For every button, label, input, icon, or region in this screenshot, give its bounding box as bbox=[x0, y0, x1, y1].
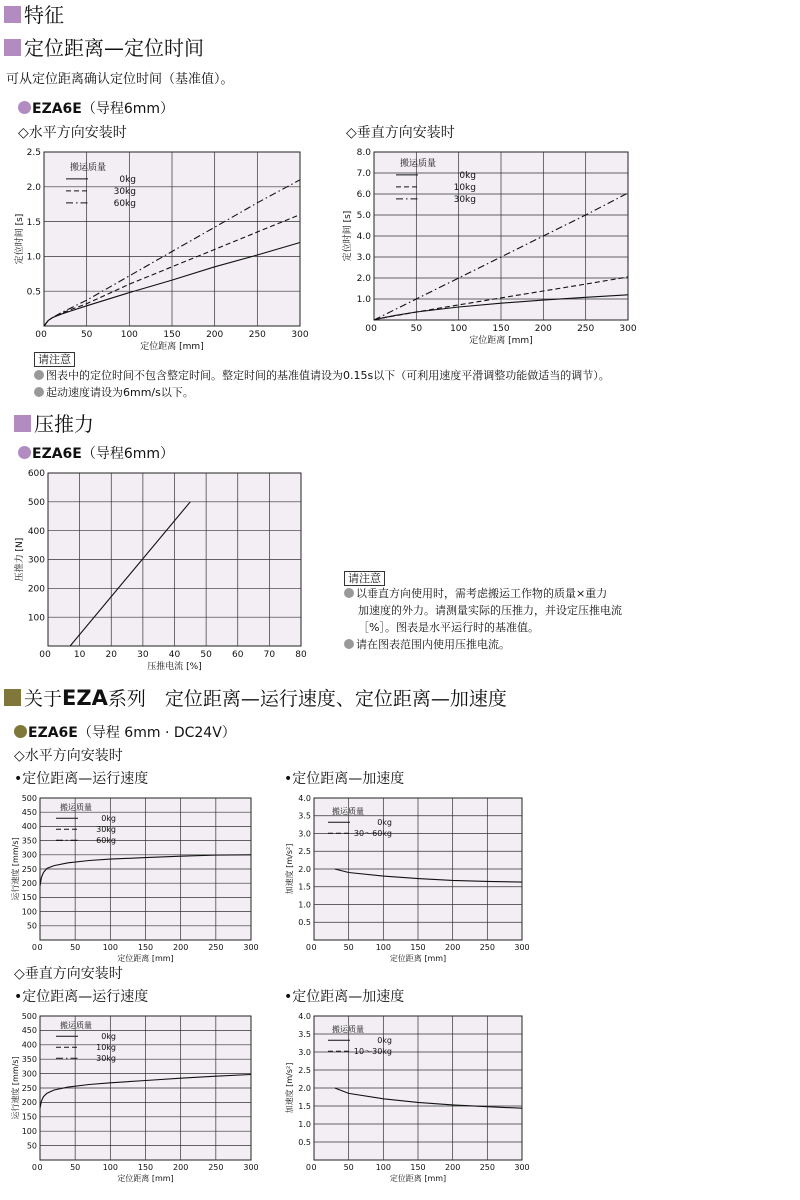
x-tick-label: 30 bbox=[137, 650, 149, 660]
x-tick-label: 300 bbox=[619, 324, 637, 334]
x-axis-label: 定位距离 [mm] bbox=[140, 342, 204, 350]
y-tick-label: 400 bbox=[21, 1040, 37, 1050]
y-tick-label: 450 bbox=[21, 1026, 37, 1036]
x-tick-label: 300 bbox=[243, 943, 259, 952]
y-tick-label: 2.0 bbox=[298, 1083, 311, 1093]
x-tick-label: 0 bbox=[305, 943, 311, 952]
bullet-icon bbox=[34, 370, 44, 380]
legend-entry: 30kg bbox=[96, 1054, 116, 1063]
sub-speed-h: •定位距离—运行速度 bbox=[14, 771, 149, 787]
chart-speed-horizontal bbox=[0, 788, 270, 963]
x-tick-label: 0 bbox=[311, 1163, 317, 1172]
x-tick-label: 150 bbox=[410, 1163, 426, 1172]
olive-dot-icon bbox=[14, 725, 27, 738]
y-tick-label: 2.5 bbox=[298, 1065, 311, 1075]
x-tick-label: 300 bbox=[514, 1163, 530, 1172]
legend-entry: 0kg bbox=[377, 1036, 392, 1045]
y-tick-label: 200 bbox=[21, 879, 37, 888]
x-tick-label: 50 bbox=[343, 1163, 354, 1172]
chart-speed-vertical bbox=[0, 1006, 270, 1184]
note-2b: 请在图表范围内使用压推电流。 bbox=[344, 636, 510, 653]
legend-entry: 0kg bbox=[377, 818, 392, 827]
y-tick-label: 200 bbox=[21, 1098, 37, 1108]
x-tick-label: 150 bbox=[492, 324, 510, 334]
x-axis-label: 定位距离 [mm] bbox=[389, 1174, 447, 1183]
x-axis-label: 定位距离 [mm] bbox=[469, 336, 533, 346]
chart-push-force bbox=[0, 465, 330, 675]
sub-vertical: ◇垂直方向安装时 bbox=[346, 125, 455, 141]
y-tick-label: 2.0 bbox=[298, 864, 311, 874]
x-tick-label: 100 bbox=[102, 1163, 118, 1172]
legend-title: 搬运质量 bbox=[400, 159, 437, 169]
sub-accel-h: •定位距离—加速度 bbox=[284, 771, 405, 787]
x-tick-label: 50 bbox=[410, 324, 423, 334]
legend-entry: 0kg bbox=[119, 175, 136, 185]
x-tick-label: 100 bbox=[375, 943, 391, 952]
x-tick-label: 0 bbox=[305, 1163, 311, 1172]
sub-horizontal: ◇水平方向安装时 bbox=[18, 125, 127, 141]
y-tick-label: 400 bbox=[27, 526, 45, 537]
legend-title: 搬运质量 bbox=[60, 803, 92, 812]
y-tick-label: 1.5 bbox=[298, 882, 311, 892]
y-axis-label: 压推力 [N] bbox=[15, 537, 25, 582]
x-tick-label: 0 bbox=[39, 650, 45, 660]
x-tick-label: 250 bbox=[208, 1163, 224, 1172]
chart-accel-vertical bbox=[278, 1006, 538, 1184]
x-axis-label: 压推电流 [%] bbox=[147, 662, 202, 672]
y-tick-label: 4.0 bbox=[356, 232, 371, 243]
x-tick-label: 0 bbox=[371, 324, 377, 334]
y-tick-label: 350 bbox=[21, 836, 37, 846]
y-tick-label: 3.0 bbox=[356, 253, 371, 264]
bullet-icon bbox=[344, 588, 354, 598]
legend-entry: 0kg bbox=[101, 1032, 116, 1041]
y-tick-label: 300 bbox=[27, 555, 45, 566]
y-tick-label: 250 bbox=[21, 864, 37, 874]
x-tick-label: 50 bbox=[70, 1163, 81, 1172]
y-tick-label: 2.0 bbox=[356, 274, 371, 285]
y-tick-label: 1.0 bbox=[298, 900, 311, 910]
y-tick-label: 2.5 bbox=[26, 148, 41, 159]
purple-dot-icon bbox=[18, 446, 31, 459]
note-2a: 以垂直方向使用时，需考虑搬运工作物的质量×重力 加速度的外力。请测量实际的压推力，并设定压推电流 ［%］。图表是水平运行时的基准值。 bbox=[344, 585, 622, 636]
x-tick-label: 200 bbox=[173, 1163, 189, 1172]
legend-entry: 0kg bbox=[101, 814, 116, 823]
y-tick-label: 50 bbox=[26, 1141, 37, 1151]
legend-entry: 30～60kg bbox=[353, 829, 392, 838]
model-label-3: EZA6E（导程 6mm · DC24V） bbox=[14, 722, 236, 742]
x-tick-label: 0 bbox=[31, 1163, 37, 1172]
y-tick-label: 4.0 bbox=[298, 793, 311, 803]
x-axis-label: 定位距离 [mm] bbox=[117, 1174, 174, 1183]
x-tick-label: 50 bbox=[200, 650, 212, 660]
legend-title: 搬运质量 bbox=[332, 807, 364, 816]
model-label-2: EZA6E（导程6mm） bbox=[18, 443, 174, 463]
y-axis-label: 加速度 [m/s²] bbox=[285, 843, 294, 895]
y-tick-label: 4.0 bbox=[298, 1011, 311, 1021]
x-tick-label: 200 bbox=[445, 943, 461, 952]
y-axis-label: 定位时间 [s] bbox=[15, 213, 25, 265]
x-tick-label: 0 bbox=[37, 943, 43, 952]
section-features: 特征 bbox=[4, 3, 64, 27]
chart-time-horizontal bbox=[0, 140, 330, 350]
x-tick-label: 250 bbox=[479, 943, 495, 952]
x-tick-label: 100 bbox=[375, 1163, 391, 1172]
x-tick-label: 50 bbox=[80, 330, 93, 340]
x-tick-label: 300 bbox=[291, 330, 309, 340]
x-tick-label: 0 bbox=[37, 1163, 43, 1172]
y-tick-label: 300 bbox=[21, 850, 37, 860]
x-tick-label: 150 bbox=[137, 1163, 154, 1172]
y-axis-label: 运行速度 [mm/s] bbox=[11, 837, 20, 901]
legend-entry: 0kg bbox=[459, 171, 476, 181]
x-tick-label: 80 bbox=[295, 650, 307, 660]
pos-time-desc: 可从定位距离确认定位时间（基准值）。 bbox=[6, 72, 234, 87]
x-tick-label: 200 bbox=[445, 1163, 461, 1172]
y-tick-label: 100 bbox=[27, 613, 45, 624]
purple-square-icon bbox=[14, 415, 31, 432]
chart-time-vertical bbox=[330, 140, 650, 350]
legend-entry: 60kg bbox=[113, 199, 136, 209]
y-tick-label: 1.0 bbox=[298, 1119, 311, 1129]
bullet-icon bbox=[34, 387, 44, 397]
x-tick-label: 250 bbox=[577, 324, 595, 334]
x-tick-label: 0 bbox=[365, 324, 371, 334]
x-axis-label: 定位距离 [mm] bbox=[389, 954, 447, 963]
x-tick-label: 50 bbox=[70, 943, 81, 952]
y-tick-label: 6.0 bbox=[356, 190, 371, 201]
x-tick-label: 300 bbox=[243, 1163, 259, 1172]
y-tick-label: 2.0 bbox=[26, 182, 41, 193]
x-tick-label: 100 bbox=[102, 943, 118, 952]
olive-square-icon bbox=[4, 689, 21, 706]
legend-entry: 10～30kg bbox=[353, 1047, 392, 1056]
y-tick-label: 0.5 bbox=[298, 918, 311, 928]
x-tick-label: 40 bbox=[168, 650, 181, 660]
x-tick-label: 250 bbox=[208, 943, 224, 952]
bullet-icon bbox=[344, 639, 354, 649]
note-tag-1: 请注意 bbox=[34, 348, 75, 367]
y-tick-label: 3.0 bbox=[298, 1047, 311, 1057]
y-tick-label: 1.0 bbox=[26, 252, 41, 263]
y-tick-label: 500 bbox=[27, 497, 45, 508]
legend-entry: 10kg bbox=[96, 1043, 116, 1052]
model-label-1: EZA6E（导程6mm） bbox=[18, 98, 174, 118]
y-tick-label: 500 bbox=[21, 1011, 37, 1021]
sub-speed-v: •定位距离—运行速度 bbox=[14, 989, 149, 1005]
y-tick-label: 250 bbox=[21, 1083, 37, 1093]
note-1a: 图表中的定位时间不包含整定时间。整定时间的基准值请设为0.15s以下（可利用速度平滑调整功能做适当的调节）。 bbox=[34, 367, 794, 384]
y-tick-label: 5.0 bbox=[356, 211, 371, 222]
y-tick-label: 1.5 bbox=[298, 1101, 311, 1111]
x-tick-label: 100 bbox=[120, 330, 138, 340]
y-axis-label: 加速度 [m/s²] bbox=[285, 1062, 294, 1114]
y-tick-label: 3.5 bbox=[298, 1029, 311, 1039]
x-tick-label: 10 bbox=[73, 650, 86, 660]
x-tick-label: 200 bbox=[173, 943, 189, 952]
y-tick-label: 1.0 bbox=[356, 295, 371, 306]
y-tick-label: 0.5 bbox=[26, 287, 41, 298]
y-tick-label: 7.0 bbox=[356, 169, 371, 180]
y-tick-label: 600 bbox=[27, 469, 45, 480]
legend-entry: 30kg bbox=[453, 195, 476, 205]
y-axis-label: 定位时间 [s] bbox=[343, 210, 353, 262]
x-tick-label: 200 bbox=[206, 330, 224, 340]
y-tick-label: 200 bbox=[27, 584, 45, 595]
legend-title: 搬运质量 bbox=[60, 1021, 92, 1030]
y-tick-label: 450 bbox=[21, 808, 37, 817]
x-tick-label: 20 bbox=[105, 650, 117, 660]
y-tick-label: 300 bbox=[21, 1069, 37, 1079]
y-axis-label: 运行速度 [mm/s] bbox=[11, 1056, 20, 1120]
legend-title: 搬运质量 bbox=[332, 1025, 364, 1034]
section-eza: 关于EZA系列 定位距离—运行速度、定位距离—加速度 bbox=[4, 686, 507, 711]
y-tick-label: 0.5 bbox=[298, 1137, 311, 1147]
x-tick-label: 250 bbox=[248, 330, 266, 340]
x-tick-label: 60 bbox=[232, 650, 244, 660]
y-tick-label: 100 bbox=[21, 907, 37, 917]
x-tick-label: 0 bbox=[41, 330, 47, 340]
x-tick-label: 0 bbox=[311, 943, 317, 952]
sub-vertical-2: ◇垂直方向安装时 bbox=[14, 966, 123, 982]
y-tick-label: 150 bbox=[21, 1112, 37, 1122]
legend-entry: 60kg bbox=[96, 836, 116, 845]
x-tick-label: 100 bbox=[450, 324, 468, 334]
x-tick-label: 150 bbox=[163, 330, 181, 340]
sub-horizontal-2: ◇水平方向安装时 bbox=[14, 748, 123, 764]
note-tag-2: 请注意 bbox=[344, 567, 385, 586]
x-axis-label: 定位距离 [mm] bbox=[117, 954, 174, 963]
legend-entry: 10kg bbox=[453, 183, 476, 193]
x-tick-label: 0 bbox=[31, 943, 37, 952]
y-tick-label: 3.5 bbox=[298, 811, 311, 821]
chart-accel-horizontal bbox=[278, 788, 538, 963]
y-tick-label: 350 bbox=[21, 1055, 37, 1064]
purple-dot-icon bbox=[18, 101, 31, 114]
x-tick-label: 250 bbox=[479, 1163, 495, 1172]
x-tick-label: 0 bbox=[35, 330, 41, 340]
note-1b: 起动速度请设为6mm/s以下。 bbox=[34, 384, 194, 401]
purple-square-icon bbox=[4, 6, 21, 23]
x-tick-label: 50 bbox=[343, 943, 354, 952]
y-tick-label: 8.0 bbox=[356, 148, 371, 159]
section-push: 压推力 bbox=[14, 412, 94, 436]
legend-entry: 30kg bbox=[96, 825, 116, 834]
section-pos-time: 定位距离—定位时间 bbox=[4, 36, 204, 60]
y-tick-label: 400 bbox=[21, 822, 37, 832]
legend-title: 搬运质量 bbox=[70, 163, 107, 173]
legend-entry: 30kg bbox=[113, 187, 136, 197]
x-tick-label: 150 bbox=[410, 943, 426, 952]
y-tick-label: 50 bbox=[26, 921, 37, 931]
y-tick-label: 150 bbox=[21, 893, 37, 903]
x-tick-label: 300 bbox=[514, 943, 530, 952]
purple-square-icon bbox=[4, 39, 21, 56]
x-tick-label: 150 bbox=[137, 943, 154, 952]
x-tick-label: 0 bbox=[45, 650, 51, 660]
y-tick-label: 500 bbox=[21, 793, 37, 803]
y-tick-label: 100 bbox=[21, 1127, 37, 1136]
y-tick-label: 2.5 bbox=[298, 847, 311, 857]
sub-accel-v: •定位距离—加速度 bbox=[284, 989, 405, 1005]
y-tick-label: 1.5 bbox=[26, 217, 41, 228]
y-tick-label: 3.0 bbox=[298, 829, 311, 839]
x-tick-label: 200 bbox=[534, 324, 552, 334]
x-tick-label: 70 bbox=[263, 650, 276, 660]
